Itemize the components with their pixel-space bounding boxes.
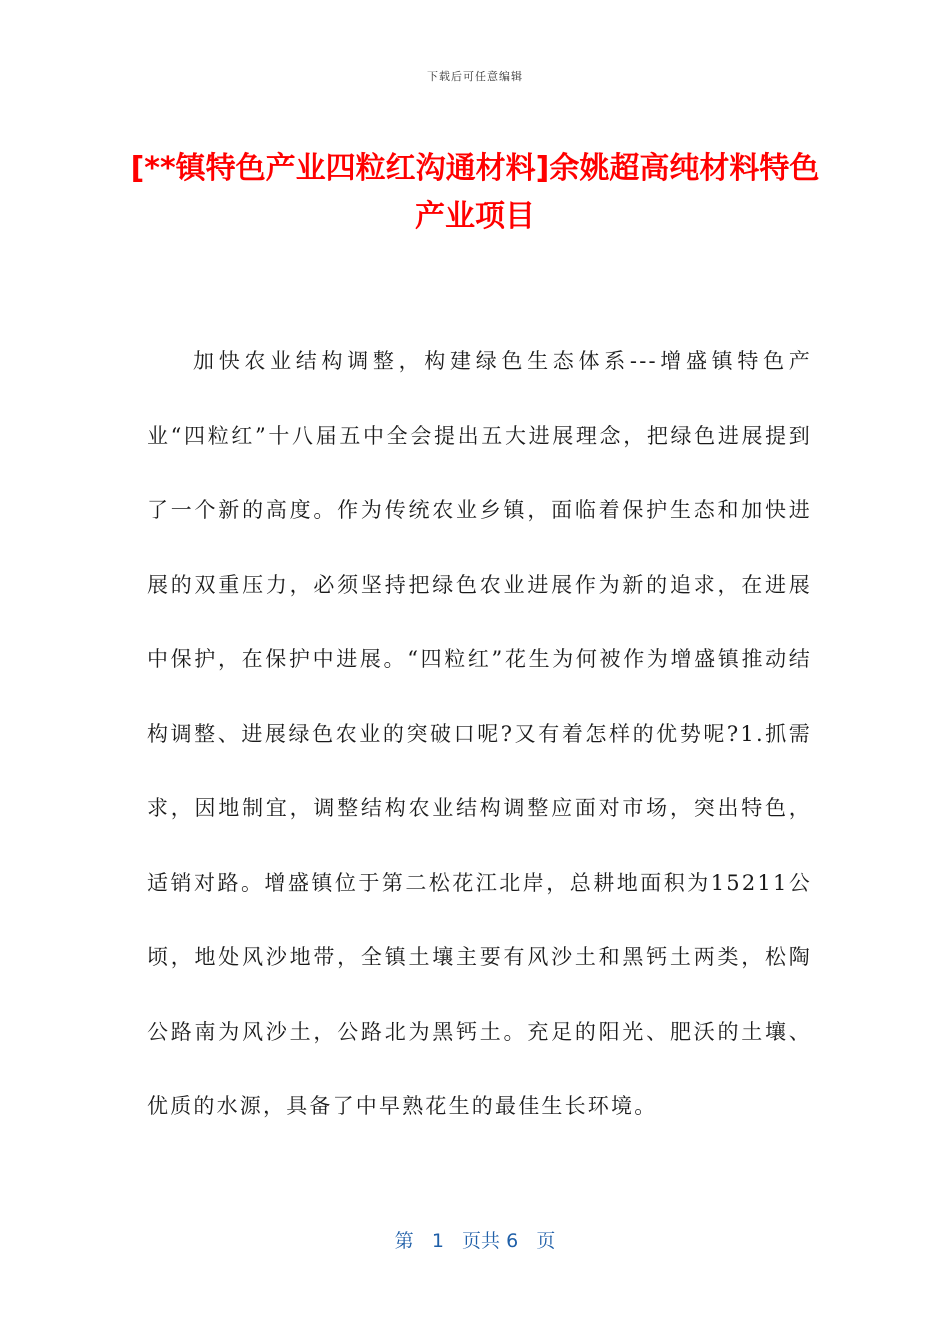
total-pages-number: 6 (506, 1230, 519, 1252)
document-title: [**镇特色产业四粒红沟通材料]余姚超高纯材料特色产业项目 (130, 151, 820, 234)
page-middle-label: 页共 (462, 1230, 501, 1252)
current-page-number: 1 (431, 1230, 444, 1252)
page-footer (0, 1226, 950, 1253)
header-note: 下载后可任意编辑 (427, 70, 523, 83)
page-prefix: 第 (394, 1230, 414, 1252)
document-body: 加快农业结构调整，构建绿色生态体系---增盛镇特色产业“四粒红”十八届五中全会提出五大进展理念，把绿色进展提到了一个新的高度。作为传统农业乡镇，面临着保护生态和加快进展的双重压力，必须坚持把绿色农业进展作为新的追求，在进展中保护，在保护中进展。“四粒红”花生为何被作为增盛镇推动结构调整、进展绿色农业的突破口呢?又有着怎样的优势呢?1.抓需求，因地制宜，调整结构农业结构调整应面对市场，突出特色，适销对路。增盛镇位于第二松花江北岸，总耕地面积为15211公顷，地处风沙地带，全镇土壤主要有风沙土和黑钙土两类，松陶公路南为风沙土，公路北为黑钙土。充足的阳光、肥沃的土壤、优质的水源，具备了中早熟花生的最佳生长环境。 (147, 349, 812, 1118)
page-suffix: 页 (536, 1230, 556, 1252)
